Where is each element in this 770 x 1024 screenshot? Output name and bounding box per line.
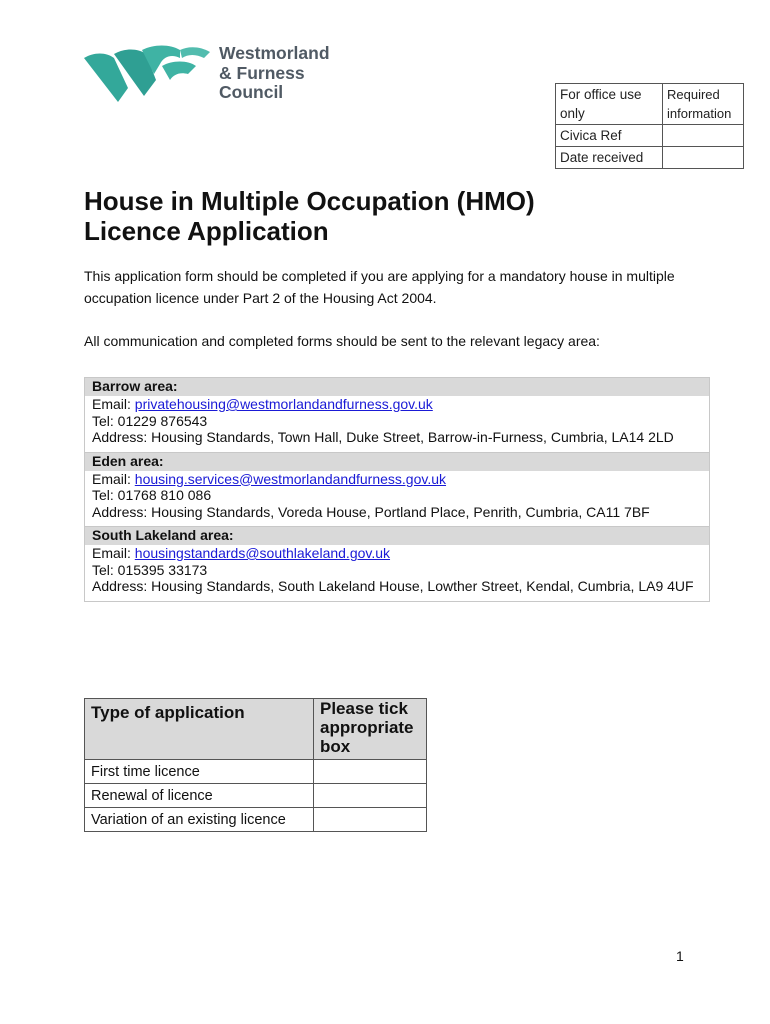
- first-time-licence-label: First time licence: [85, 760, 314, 784]
- office-table-row: [556, 84, 744, 125]
- area-heading-barrow: Barrow area:: [85, 378, 709, 396]
- variation-licence-label: Variation of an existing licence: [85, 808, 314, 832]
- table-row: [85, 760, 427, 784]
- type-of-application-header: Type of application: [85, 699, 314, 760]
- council-logo: [84, 44, 354, 104]
- civica-ref-field[interactable]: [663, 125, 744, 147]
- table-header-row: [85, 699, 427, 760]
- email-link-eden[interactable]: housing.services@westmorlandandfurness.gov.uk: [134, 470, 447, 487]
- date-received-label: Date received: [556, 147, 663, 169]
- area-details-barrow: [85, 396, 709, 452]
- area-heading-eden: Eden area:: [85, 453, 709, 471]
- logo-text-line2: & Furness: [219, 62, 305, 83]
- variation-licence-tick-box[interactable]: [314, 808, 427, 832]
- area-details-south-lakeland: [85, 545, 709, 601]
- application-type-table: [84, 698, 427, 832]
- page-number: 1: [676, 948, 684, 964]
- tel-eden: Tel: 01768 810 086: [92, 487, 212, 503]
- office-use-label: For office use only: [556, 84, 663, 125]
- table-row: [85, 808, 427, 832]
- logo-text-line3: Council: [219, 82, 284, 102]
- first-time-licence-tick-box[interactable]: [314, 760, 427, 784]
- email-link-south-lakeland[interactable]: housingstandards@southlakeland.gov.uk: [134, 545, 391, 561]
- renewal-of-licence-tick-box[interactable]: [314, 784, 427, 808]
- date-received-field[interactable]: [663, 147, 744, 169]
- page-title-line1: House in Multiple Occupation (HMO): [84, 186, 535, 216]
- council-logo-mark-icon: [84, 44, 214, 104]
- email-link-barrow[interactable]: privatehousing@westmorlandandfurness.gov.uk: [134, 396, 433, 412]
- page-title: [84, 186, 535, 246]
- office-use-table: [555, 83, 744, 169]
- office-table-row: [556, 125, 744, 147]
- communication-paragraph: All communication and completed forms should be sent to the relevant legacy area:: [84, 333, 600, 349]
- address-barrow: Address: Housing Standards, Town Hall, Duke Street, Barrow-in-Furness, Cumbria, LA14 2LD: [92, 429, 674, 445]
- legacy-areas-box: [84, 377, 710, 602]
- email-label: Email:: [92, 470, 135, 487]
- address-south-lakeland: Address: Housing Standards, South Lakeland House, Lowther Street, Kendal, Cumbria, LA9 4UF: [92, 578, 694, 594]
- office-table-row: [556, 147, 744, 169]
- email-label: Email:: [92, 545, 135, 561]
- area-details-eden: [85, 471, 709, 527]
- page-title-line2: Licence Application: [84, 216, 329, 246]
- address-eden: Address: Housing Standards, Voreda House, Portland Place, Penrith, Cumbria, CA11 7BF: [92, 503, 650, 520]
- email-label: Email:: [92, 396, 135, 412]
- intro-paragraph: This application form should be completed if you are applying for a mandatory house in multiple occupation licence under Part 2 of the Housing Act 2004.: [84, 268, 675, 306]
- tel-barrow: Tel: 01229 876543: [92, 412, 208, 429]
- tel-south-lakeland: Tel: 015395 33173: [92, 561, 208, 578]
- please-tick-header: Please tick appropriate box: [314, 699, 427, 760]
- area-heading-south-lakeland: South Lakeland area:: [85, 527, 709, 545]
- renewal-of-licence-label: Renewal of licence: [85, 784, 314, 808]
- civica-ref-label: Civica Ref: [556, 125, 663, 147]
- required-information-label: Required information: [663, 84, 744, 125]
- logo-text-line1: Westmorland: [219, 43, 330, 63]
- table-row: [85, 784, 427, 808]
